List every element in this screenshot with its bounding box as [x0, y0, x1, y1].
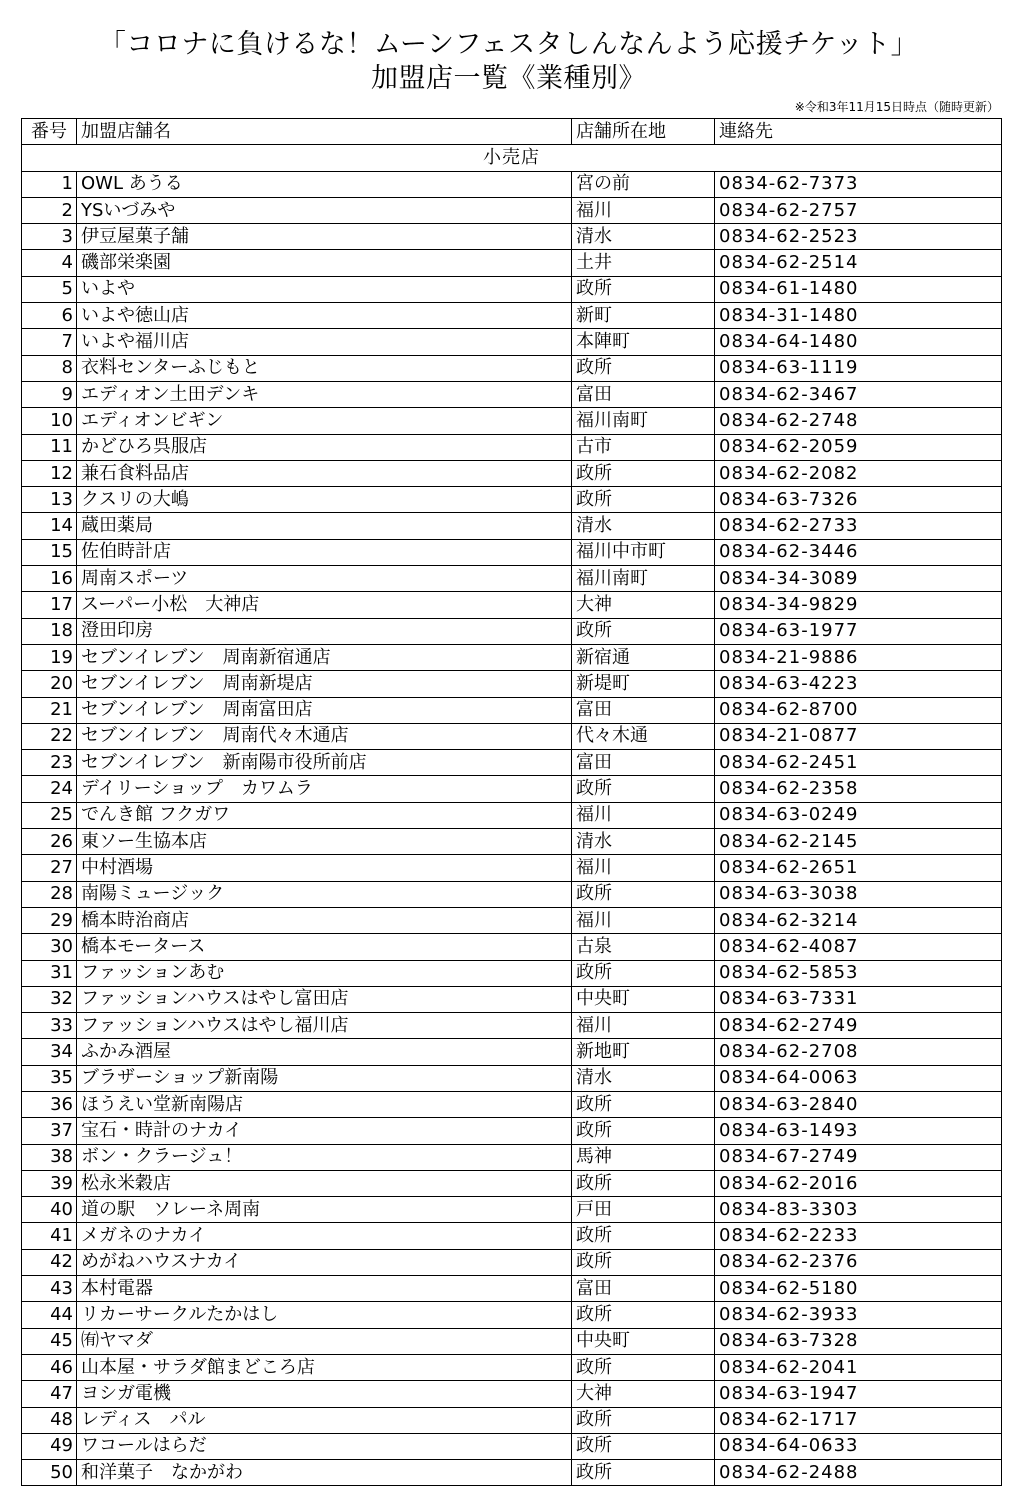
store-phone: 0834-63-7326	[715, 487, 1002, 513]
store-location: 政所	[572, 1223, 715, 1249]
store-name: セブンイレブン 周南新宿通店	[77, 644, 572, 670]
store-name: でんき館 フクガワ	[77, 802, 572, 828]
store-phone: 0834-62-2708	[715, 1039, 1002, 1065]
table-row	[22, 1170, 1002, 1196]
store-phone: 0834-62-2733	[715, 513, 1002, 539]
store-location: 新地町	[572, 1039, 715, 1065]
store-phone: 0834-63-3038	[715, 881, 1002, 907]
table-row	[22, 329, 1002, 355]
table-row	[22, 750, 1002, 776]
store-number: 39	[22, 1170, 77, 1196]
store-number: 38	[22, 1144, 77, 1170]
store-number: 25	[22, 802, 77, 828]
store-phone: 0834-64-0063	[715, 1065, 1002, 1091]
store-location: 福川	[572, 907, 715, 933]
store-name: セブンイレブン 周南新堤店	[77, 671, 572, 697]
store-name: ファッションハウスはやし福川店	[77, 1013, 572, 1039]
store-location: 福川	[572, 802, 715, 828]
store-name: 伊豆屋菓子舗	[77, 224, 572, 250]
store-number: 37	[22, 1118, 77, 1144]
store-location: 福川	[572, 855, 715, 881]
column-header-number: 番号	[22, 119, 77, 145]
table-row	[22, 907, 1002, 933]
table-row	[22, 1144, 1002, 1170]
table-row	[22, 802, 1002, 828]
store-number: 26	[22, 829, 77, 855]
store-location: 大神	[572, 592, 715, 618]
store-location: 中央町	[572, 986, 715, 1012]
store-phone: 0834-62-5180	[715, 1276, 1002, 1302]
store-location: 福川	[572, 1013, 715, 1039]
table-row	[22, 1276, 1002, 1302]
store-location: 中央町	[572, 1328, 715, 1354]
store-name: セブンイレブン 新南陽市役所前店	[77, 750, 572, 776]
store-location: 政所	[572, 276, 715, 302]
store-number: 3	[22, 224, 77, 250]
store-number: 6	[22, 303, 77, 329]
store-location: 政所	[572, 1302, 715, 1328]
store-phone: 0834-63-7331	[715, 986, 1002, 1012]
store-number: 48	[22, 1407, 77, 1433]
store-phone: 0834-62-3467	[715, 381, 1002, 407]
store-name: 道の駅 ソレーネ周南	[77, 1197, 572, 1223]
store-location: 代々木通	[572, 723, 715, 749]
table-row	[22, 1118, 1002, 1144]
store-number: 17	[22, 592, 77, 618]
store-number: 34	[22, 1039, 77, 1065]
table-row	[22, 1091, 1002, 1117]
store-location: 政所	[572, 1407, 715, 1433]
store-number: 28	[22, 881, 77, 907]
store-location: 古泉	[572, 934, 715, 960]
store-name: ふかみ酒屋	[77, 1039, 572, 1065]
store-number: 22	[22, 723, 77, 749]
store-number: 33	[22, 1013, 77, 1039]
store-number: 41	[22, 1223, 77, 1249]
store-phone: 0834-62-4087	[715, 934, 1002, 960]
store-name: いよや福川店	[77, 329, 572, 355]
store-location: 大神	[572, 1381, 715, 1407]
store-phone: 0834-62-2041	[715, 1354, 1002, 1380]
store-name: ブラザーショップ新南陽	[77, 1065, 572, 1091]
store-name: 磯部栄楽園	[77, 250, 572, 276]
table-row	[22, 855, 1002, 881]
store-name: かどひろ呉服店	[77, 434, 572, 460]
store-location: 政所	[572, 1091, 715, 1117]
table-header-row	[22, 119, 1002, 145]
store-phone: 0834-67-2749	[715, 1144, 1002, 1170]
table-row	[22, 1433, 1002, 1459]
document-subtitle: 加盟店一覧《業種別》	[371, 63, 646, 94]
store-number: 23	[22, 750, 77, 776]
store-location: 富田	[572, 697, 715, 723]
store-phone: 0834-62-5853	[715, 960, 1002, 986]
store-phone: 0834-62-2376	[715, 1249, 1002, 1275]
store-location: 福川中市町	[572, 539, 715, 565]
store-phone: 0834-62-3446	[715, 539, 1002, 565]
store-phone: 0834-62-1717	[715, 1407, 1002, 1433]
store-name: 澄田印房	[77, 618, 572, 644]
store-number: 20	[22, 671, 77, 697]
table-row	[22, 776, 1002, 802]
store-phone: 0834-62-2651	[715, 855, 1002, 881]
store-number: 21	[22, 697, 77, 723]
table-row	[22, 487, 1002, 513]
store-location: 政所	[572, 618, 715, 644]
store-name: いよや	[77, 276, 572, 302]
store-number: 47	[22, 1381, 77, 1407]
table-row	[22, 381, 1002, 407]
store-name: 衣料センターふじもと	[77, 355, 572, 381]
store-phone: 0834-62-8700	[715, 697, 1002, 723]
store-number: 31	[22, 960, 77, 986]
table-row	[22, 1065, 1002, 1091]
store-phone: 0834-64-0633	[715, 1433, 1002, 1459]
store-phone: 0834-83-3303	[715, 1197, 1002, 1223]
table-row	[22, 618, 1002, 644]
store-phone: 0834-62-2059	[715, 434, 1002, 460]
store-name: OWL あうる	[77, 171, 572, 197]
section-row	[22, 145, 1002, 171]
store-number: 14	[22, 513, 77, 539]
store-phone: 0834-62-2358	[715, 776, 1002, 802]
store-number: 19	[22, 644, 77, 670]
table-row	[22, 644, 1002, 670]
store-location: 戸田	[572, 1197, 715, 1223]
store-name: めがねハウスナカイ	[77, 1249, 572, 1275]
store-phone: 0834-63-2840	[715, 1091, 1002, 1117]
store-number: 35	[22, 1065, 77, 1091]
store-name: 松永米穀店	[77, 1170, 572, 1196]
store-location: 政所	[572, 1460, 715, 1486]
store-location: 土井	[572, 250, 715, 276]
store-name: メガネのナカイ	[77, 1223, 572, 1249]
store-name: ほうえい堂新南陽店	[77, 1091, 572, 1117]
store-number: 18	[22, 618, 77, 644]
table-row	[22, 592, 1002, 618]
store-name: YSいづみや	[77, 197, 572, 223]
store-location: 本陣町	[572, 329, 715, 355]
store-number: 50	[22, 1460, 77, 1486]
store-name: 山本屋・サラダ館まどころ店	[77, 1354, 572, 1380]
store-number: 27	[22, 855, 77, 881]
store-name: 本村電器	[77, 1276, 572, 1302]
store-phone: 0834-34-3089	[715, 566, 1002, 592]
store-name: リカーサークルたかはし	[77, 1302, 572, 1328]
store-number: 16	[22, 566, 77, 592]
store-name: ボン・クラージュ！	[77, 1144, 572, 1170]
store-phone: 0834-62-3214	[715, 907, 1002, 933]
store-number: 30	[22, 934, 77, 960]
table-row	[22, 671, 1002, 697]
store-phone: 0834-62-2016	[715, 1170, 1002, 1196]
table-row	[22, 197, 1002, 223]
store-name: 兼石食料品店	[77, 460, 572, 486]
store-location: 政所	[572, 487, 715, 513]
store-number: 5	[22, 276, 77, 302]
store-location: 政所	[572, 881, 715, 907]
store-location: 政所	[572, 1249, 715, 1275]
store-number: 10	[22, 408, 77, 434]
store-phone: 0834-63-1947	[715, 1381, 1002, 1407]
table-row	[22, 1013, 1002, 1039]
store-number: 45	[22, 1328, 77, 1354]
store-location: 馬神	[572, 1144, 715, 1170]
table-row	[22, 566, 1002, 592]
store-number: 12	[22, 460, 77, 486]
store-location: 富田	[572, 1276, 715, 1302]
table-row	[22, 303, 1002, 329]
store-phone: 0834-62-2749	[715, 1013, 1002, 1039]
table-row	[22, 539, 1002, 565]
store-number: 44	[22, 1302, 77, 1328]
store-name: 和洋菓子 なかがわ	[77, 1460, 572, 1486]
store-name: 南陽ミュージック	[77, 881, 572, 907]
store-name: 蔵田薬局	[77, 513, 572, 539]
store-phone: 0834-31-1480	[715, 303, 1002, 329]
store-name: ヨシガ電機	[77, 1381, 572, 1407]
store-phone: 0834-62-2514	[715, 250, 1002, 276]
store-number: 29	[22, 907, 77, 933]
store-phone: 0834-61-1480	[715, 276, 1002, 302]
table-row	[22, 276, 1002, 302]
store-name: 周南スポーツ	[77, 566, 572, 592]
store-location: 福川南町	[572, 566, 715, 592]
store-location: 清水	[572, 829, 715, 855]
column-header-location: 店舗所在地	[572, 119, 715, 145]
store-name: 橋本モータース	[77, 934, 572, 960]
store-number: 2	[22, 197, 77, 223]
store-location: 政所	[572, 776, 715, 802]
table-row	[22, 1197, 1002, 1223]
store-name: 佐伯時計店	[77, 539, 572, 565]
store-location: 新宿通	[572, 644, 715, 670]
table-row	[22, 934, 1002, 960]
store-location: 政所	[572, 1170, 715, 1196]
store-name: 東ソー生協本店	[77, 829, 572, 855]
store-number: 40	[22, 1197, 77, 1223]
table-row	[22, 1039, 1002, 1065]
store-number: 46	[22, 1354, 77, 1380]
store-location: 政所	[572, 1354, 715, 1380]
store-number: 7	[22, 329, 77, 355]
store-location: 政所	[572, 355, 715, 381]
store-name: 中村酒場	[77, 855, 572, 881]
store-name: エディオンビギン	[77, 408, 572, 434]
store-location: 古市	[572, 434, 715, 460]
store-number: 43	[22, 1276, 77, 1302]
store-name: ファッションあむ	[77, 960, 572, 986]
member-store-table	[21, 118, 1002, 1486]
table-row	[22, 513, 1002, 539]
table-row	[22, 986, 1002, 1012]
store-number: 32	[22, 986, 77, 1012]
store-number: 24	[22, 776, 77, 802]
store-number: 9	[22, 381, 77, 407]
table-row	[22, 355, 1002, 381]
table-row	[22, 171, 1002, 197]
store-phone: 0834-62-2082	[715, 460, 1002, 486]
store-location: 富田	[572, 750, 715, 776]
store-phone: 0834-34-9829	[715, 592, 1002, 618]
table-row	[22, 1407, 1002, 1433]
store-phone: 0834-62-2451	[715, 750, 1002, 776]
table-row	[22, 250, 1002, 276]
store-name: いよや徳山店	[77, 303, 572, 329]
store-name: セブンイレブン 周南代々木通店	[77, 723, 572, 749]
store-phone: 0834-21-9886	[715, 644, 1002, 670]
store-location: 政所	[572, 960, 715, 986]
store-name: ㈲ヤマダ	[77, 1328, 572, 1354]
store-number: 36	[22, 1091, 77, 1117]
store-number: 1	[22, 171, 77, 197]
table-row	[22, 1302, 1002, 1328]
store-location: 福川	[572, 197, 715, 223]
column-header-store-name: 加盟店舗名	[77, 119, 572, 145]
store-phone: 0834-62-3933	[715, 1302, 1002, 1328]
store-phone: 0834-62-2523	[715, 224, 1002, 250]
store-phone: 0834-63-1493	[715, 1118, 1002, 1144]
table-row	[22, 224, 1002, 250]
store-phone: 0834-63-0249	[715, 802, 1002, 828]
store-phone: 0834-62-7373	[715, 171, 1002, 197]
store-name: ワコールはらだ	[77, 1433, 572, 1459]
store-name: レディス パル	[77, 1407, 572, 1433]
store-name: セブンイレブン 周南富田店	[77, 697, 572, 723]
store-name: デイリーショップ カワムラ	[77, 776, 572, 802]
table-row	[22, 829, 1002, 855]
table-row	[22, 960, 1002, 986]
table-row	[22, 881, 1002, 907]
store-location: 清水	[572, 513, 715, 539]
as-of-note: ※令和3年11月15日時点（随時更新）	[794, 100, 999, 114]
document-title: 「コロナに負けるな！ムーンフェスタしんなんよう応援チケット」	[98, 29, 919, 60]
store-phone: 0834-63-4223	[715, 671, 1002, 697]
table-row	[22, 1223, 1002, 1249]
store-location: 清水	[572, 224, 715, 250]
store-phone: 0834-21-0877	[715, 723, 1002, 749]
store-phone: 0834-62-2757	[715, 197, 1002, 223]
store-location: 新町	[572, 303, 715, 329]
store-phone: 0834-62-2145	[715, 829, 1002, 855]
store-name: スーパー小松 大神店	[77, 592, 572, 618]
section-label-retail: 小売店	[22, 145, 1002, 171]
store-name: クスリの大嶋	[77, 487, 572, 513]
store-phone: 0834-64-1480	[715, 329, 1002, 355]
store-phone: 0834-63-1977	[715, 618, 1002, 644]
table-row	[22, 1354, 1002, 1380]
store-number: 11	[22, 434, 77, 460]
table-row	[22, 1460, 1002, 1486]
table-row	[22, 1381, 1002, 1407]
store-location: 福川南町	[572, 408, 715, 434]
store-number: 49	[22, 1433, 77, 1459]
store-number: 8	[22, 355, 77, 381]
store-name: ファッションハウスはやし富田店	[77, 986, 572, 1012]
column-header-contact: 連絡先	[715, 119, 1002, 145]
store-number: 15	[22, 539, 77, 565]
store-name: エディオン土田デンキ	[77, 381, 572, 407]
store-phone: 0834-62-2488	[715, 1460, 1002, 1486]
store-location: 清水	[572, 1065, 715, 1091]
table-row	[22, 1328, 1002, 1354]
store-location: 政所	[572, 1433, 715, 1459]
store-location: 政所	[572, 460, 715, 486]
store-phone: 0834-63-7328	[715, 1328, 1002, 1354]
store-location: 政所	[572, 1118, 715, 1144]
store-phone: 0834-62-2233	[715, 1223, 1002, 1249]
store-name: 橋本時治商店	[77, 907, 572, 933]
store-location: 富田	[572, 381, 715, 407]
store-location: 宮の前	[572, 171, 715, 197]
table-row	[22, 723, 1002, 749]
table-row	[22, 1249, 1002, 1275]
store-number: 4	[22, 250, 77, 276]
table-row	[22, 434, 1002, 460]
store-location: 新堤町	[572, 671, 715, 697]
store-phone: 0834-62-2748	[715, 408, 1002, 434]
store-phone: 0834-63-1119	[715, 355, 1002, 381]
table-row	[22, 408, 1002, 434]
table-row	[22, 697, 1002, 723]
store-number: 42	[22, 1249, 77, 1275]
store-number: 13	[22, 487, 77, 513]
store-name: 宝石・時計のナカイ	[77, 1118, 572, 1144]
table-row	[22, 460, 1002, 486]
